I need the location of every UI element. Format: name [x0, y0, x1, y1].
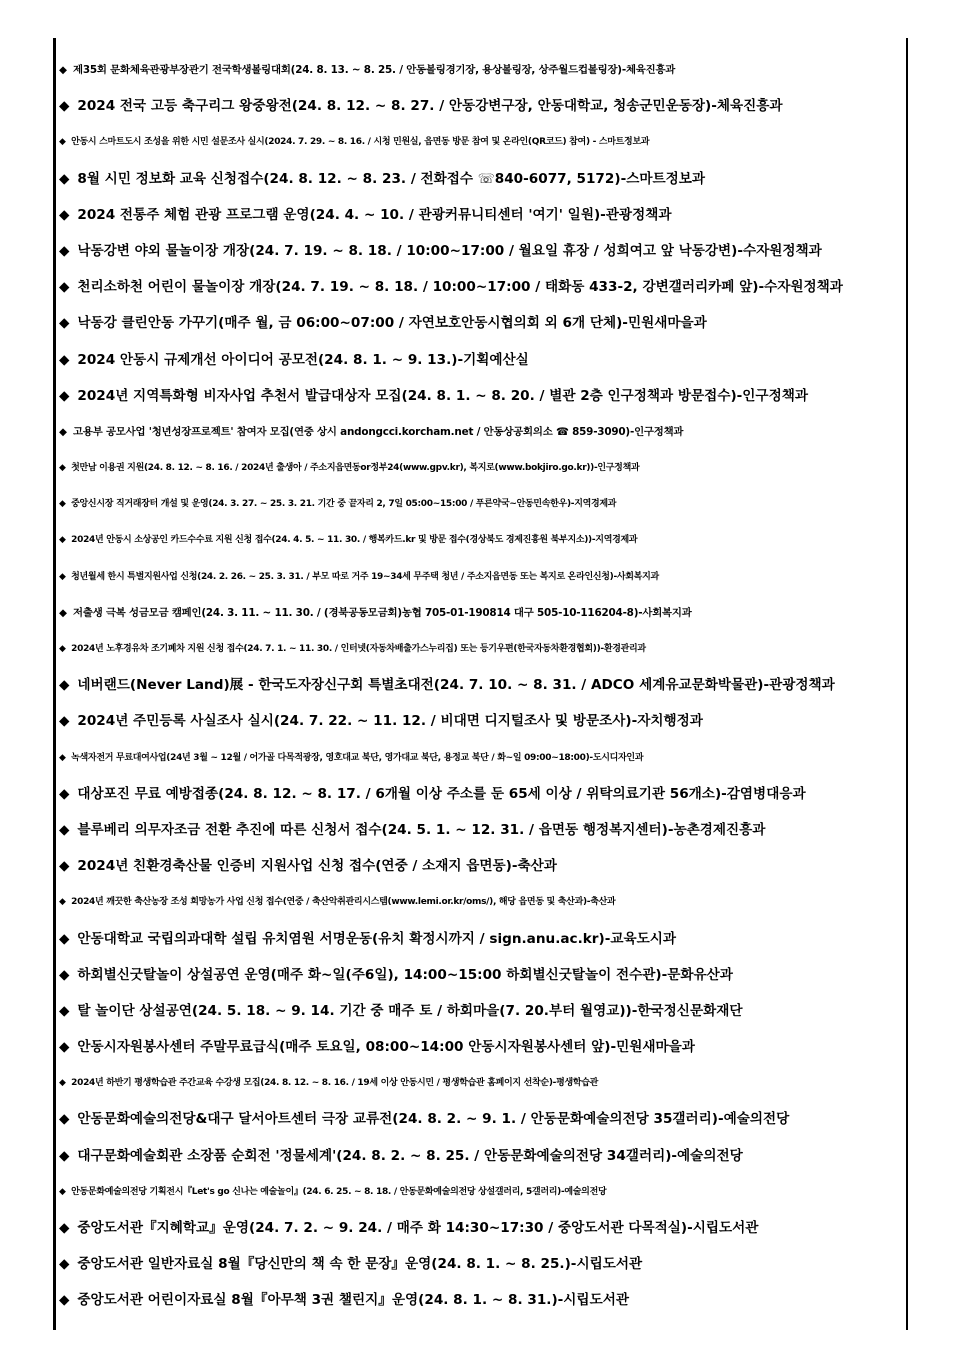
- notice-item: [59, 921, 903, 957]
- notice-text: 낙동강 클린안동 가꾸기(매주 월, 금 06:00~07:00 / 자연보호안동시협의회 외 6개 단체)-민원새마을과: [77, 315, 707, 332]
- notice-item: [59, 1246, 903, 1282]
- diamond-bullet-icon: ◆: [59, 966, 70, 983]
- diamond-bullet-icon: ◆: [59, 351, 70, 368]
- notice-text: 제35회 문화체육관광부장관기 전국학생볼링대회(24. 8. 13. ~ 8. 25. / 안동볼링경기장, 용상볼링장, 상주월드컵볼링장)-체육진흥과: [73, 64, 676, 76]
- diamond-bullet-icon: ◆: [59, 1256, 70, 1273]
- notice-item: [59, 197, 903, 233]
- diamond-bullet-icon: ◆: [59, 463, 66, 474]
- diamond-bullet-icon: ◆: [59, 897, 66, 908]
- notice-text: 녹색자전거 무료대여사업(24년 3월 ~ 12월 / 어가골 다목적광장, 영호대교 북단, 영가대교 북단, 용정교 북단 / 화~일 09:00~18:00)-도시디자인과: [71, 752, 644, 763]
- notice-text: 하회별신굿탈놀이 상설공연 운영(매주 화~일(주6일), 14:00~15:00 하회별신굿탈놀이 전수관)-문화유산과: [77, 966, 733, 983]
- diamond-bullet-icon: ◆: [59, 858, 70, 875]
- notice-item: [59, 1029, 903, 1065]
- notice-item: [59, 233, 903, 269]
- notice-item: [59, 957, 903, 993]
- notice-item: [59, 342, 903, 378]
- diamond-bullet-icon: ◆: [59, 644, 66, 654]
- document-page: [53, 38, 908, 1330]
- notice-item: [59, 450, 903, 486]
- notice-text: 안동대학교 국립의과대학 설립 유치염원 서명운동(유치 확정시까지 / sign.anu.ac.kr)-교육도시과: [77, 930, 677, 947]
- diamond-bullet-icon: ◆: [59, 315, 70, 332]
- notice-item: [59, 848, 903, 884]
- notice-item: [59, 486, 903, 522]
- diamond-bullet-icon: ◆: [59, 499, 66, 510]
- notice-text: 낙동강변 야외 물놀이장 개장(24. 7. 19. ~ 8. 18. / 10:00~17:00 / 월요일 휴장 / 성희여고 앞 낙동강변)-수자원정책과: [77, 242, 822, 259]
- diamond-bullet-icon: ◆: [59, 535, 66, 546]
- diamond-bullet-icon: ◆: [59, 1039, 70, 1056]
- notice-text: 2024 전국 고등 축구리그 왕중왕전(24. 8. 12. ~ 8. 27. / 안동강변구장, 안동대학교, 청송군민운동장)-체육진흥과: [77, 98, 783, 115]
- notice-item: [59, 559, 903, 595]
- diamond-bullet-icon: ◆: [59, 677, 70, 694]
- notice-item: [59, 414, 903, 450]
- diamond-bullet-icon: ◆: [59, 206, 70, 223]
- diamond-bullet-icon: ◆: [59, 785, 70, 802]
- notice-text: 2024년 주민등록 사실조사 실시(24. 7. 22. ~ 11. 12. / 비대면 디지털조사 및 방문조사)-자치행정과: [77, 713, 703, 730]
- diamond-bullet-icon: ◆: [59, 64, 67, 76]
- notice-text: 청년월세 한시 특별지원사업 신청(24. 2. 26. ~ 25. 3. 31. / 부모 따로 거주 19~34세 무주택 청년 / 주소지읍면동 또는 복지로 온라인신청)-사회복지과: [71, 571, 659, 582]
- notice-text: 2024 전통주 체험 관광 프로그램 운영(24. 4. ~ 10. / 관광커뮤니티센터 '여기' 일원)-관광정책과: [77, 206, 672, 223]
- notice-item: [59, 595, 903, 631]
- notice-text: 대구문화예술회관 소장품 순회전 '정물세계'(24. 8. 2. ~ 8. 25. / 안동문화예술의전당 34갤러리)-예술의전당: [77, 1147, 743, 1164]
- notice-item: [59, 269, 903, 305]
- notice-item: [59, 740, 903, 776]
- diamond-bullet-icon: ◆: [59, 279, 70, 296]
- notice-text: 블루베리 의무자조금 전환 추진에 따른 신청서 접수(24. 5. 1. ~ 12. 31. / 읍면동 행정복지센터)-농촌경제진흥과: [77, 821, 766, 838]
- notice-item: [59, 1065, 903, 1101]
- left-border-rule: [53, 38, 56, 1330]
- notice-text: 중앙도서관『지혜학교』운영(24. 7. 2. ~ 9. 24. / 매주 화 14:30~17:30 / 중앙도서관 다목적실)-시립도서관: [77, 1220, 759, 1236]
- notice-text: 첫만남 이용권 지원(24. 8. 12. ~ 8. 16. / 2024년 출생아 / 주소지읍면동or정부24(www.gpv.kr), 복지로(www.bokjiro.go.kr))-인구정책과: [71, 463, 640, 474]
- notice-item: [59, 124, 903, 160]
- diamond-bullet-icon: ◆: [59, 242, 70, 259]
- notice-list: [59, 52, 903, 1319]
- notice-item: [59, 522, 903, 558]
- notice-text: 중앙도서관 어린이자료실 8월『아무책 3권 챌린지』운영(24. 8. 1. ~ 8. 31.)-시립도서관: [77, 1292, 629, 1309]
- notice-text: 2024년 안동시 소상공인 카드수수료 지원 신청 접수(24. 4. 5. ~ 11. 30. / 행복카드.kr 및 방문 접수(경상북도 경제진흥원 북부지소))-지역경제과: [71, 535, 638, 546]
- diamond-bullet-icon: ◆: [59, 1220, 70, 1236]
- diamond-bullet-icon: ◆: [59, 1002, 70, 1019]
- notice-text: 8월 시민 정보화 교육 신청접수(24. 8. 12. ~ 8. 23. / 전화접수 ☏840-6077, 5172)-스마트정보과: [77, 170, 705, 187]
- notice-text: 고용부 공모사업 '청년성장프로젝트' 참여자 모집(연중 상시 andongcci.korcham.net / 안동상공회의소 ☎ 859-3090)-인구정책과: [73, 425, 684, 438]
- diamond-bullet-icon: ◆: [59, 1147, 70, 1164]
- diamond-bullet-icon: ◆: [59, 1292, 70, 1309]
- notice-text: 2024년 친환경축산물 인증비 지원사업 신청 접수(연중 / 소재지 읍면동)-축산과: [77, 858, 557, 875]
- notice-text: 안동시 스마트도시 조성을 위한 시민 설문조사 실시(2024. 7. 29. ~ 8. 16. / 시청 민원실, 읍면동 방문 참여 및 온라인(QR코드) 참여) - 스마트정보과: [71, 137, 650, 148]
- diamond-bullet-icon: ◆: [59, 571, 66, 582]
- diamond-bullet-icon: ◆: [59, 425, 67, 438]
- notice-item: [59, 667, 903, 703]
- notice-text: 안동시자원봉사센터 주말무료급식(매주 토요일, 08:00~14:00 안동시자원봉사센터 앞)-민원새마을과: [77, 1039, 695, 1056]
- notice-text: 탈 놀이단 상설공연(24. 5. 18. ~ 9. 14. 기간 중 매주 토 / 하회마을(7. 20.부터 월영교))-한국정신문화재단: [77, 1002, 743, 1019]
- notice-text: 중앙도서관 일반자료실 8월『당신만의 책 속 한 문장』운영(24. 8. 1. ~ 8. 25.)-시립도서관: [77, 1256, 643, 1273]
- notice-item: [59, 305, 903, 341]
- notice-item: [59, 1282, 903, 1318]
- diamond-bullet-icon: ◆: [59, 1078, 66, 1089]
- notice-item: [59, 1101, 903, 1137]
- diamond-bullet-icon: ◆: [59, 713, 70, 730]
- notice-item: [59, 161, 903, 197]
- diamond-bullet-icon: ◆: [59, 98, 70, 115]
- right-border-rule: [906, 38, 908, 1330]
- diamond-bullet-icon: ◆: [59, 821, 70, 838]
- notice-text: 2024년 지역특화형 비자사업 추천서 발급대상자 모집(24. 8. 1. ~ 8. 20. / 별관 2층 인구정책과 방문접수)-인구정책과: [77, 387, 808, 404]
- notice-item: [59, 631, 903, 667]
- diamond-bullet-icon: ◆: [59, 930, 70, 947]
- diamond-bullet-icon: ◆: [59, 1111, 70, 1128]
- notice-item: [59, 1174, 903, 1210]
- notice-text: 네버랜드(Never Land)展 - 한국도자장신구회 특별초대전(24. 7. 10. ~ 8. 31. / ADCO 세계유교문화박물관)-관광정책과: [77, 677, 835, 694]
- notice-text: 중앙신시장 직거래장터 개설 및 운영(24. 3. 27. ~ 25. 3. 21. 기간 중 끝자리 2, 7일 05:00~15:00 / 푸른약국~안동민속한우)-지역경제과: [71, 499, 617, 510]
- diamond-bullet-icon: ◆: [59, 606, 67, 619]
- diamond-bullet-icon: ◆: [59, 1186, 66, 1197]
- notice-text: 2024년 깨끗한 축산농장 조성 희망농가 사업 신청 접수(연중 / 축산악취관리시스템(www.lemi.or.kr/oms/), 해당 읍면동 및 축산과)-축산과: [71, 897, 616, 908]
- notice-item: [59, 1138, 903, 1174]
- notice-text: 대상포진 무료 예방접종(24. 8. 12. ~ 8. 17. / 6개월 이상 주소를 둔 65세 이상 / 위탁의료기관 56개소)-감염병대응과: [77, 785, 806, 802]
- diamond-bullet-icon: ◆: [59, 752, 66, 763]
- notice-text: 천리소하천 어린이 물놀이장 개장(24. 7. 19. ~ 8. 18. / 10:00~17:00 / 태화동 433-2, 강변갤러리카페 앞)-수자원정책과: [77, 279, 843, 296]
- notice-item: [59, 88, 903, 124]
- notice-item: [59, 52, 903, 88]
- notice-text: 2024 안동시 규제개선 아이디어 공모전(24. 8. 1. ~ 9. 13.)-기획예산실: [77, 351, 529, 368]
- notice-text: 안동문화예술의전당 기획전시『Let's go 신나는 예술놀이』(24. 6. 25. ~ 8. 18. / 안동문화예술의전당 상설갤러리, 5갤러리)-예술의전당: [71, 1186, 607, 1197]
- diamond-bullet-icon: ◆: [59, 137, 66, 148]
- notice-item: [59, 884, 903, 920]
- notice-item: [59, 1210, 903, 1246]
- notice-text: 저출생 극복 성금모금 캠페인(24. 3. 11. ~ 11. 30. / (경북공동모금회)농협 705-01-190814 대구 505-10-116204-8)-사회복지과: [73, 606, 692, 619]
- diamond-bullet-icon: ◆: [59, 387, 70, 404]
- notice-item: [59, 776, 903, 812]
- notice-item: [59, 812, 903, 848]
- notice-item: [59, 993, 903, 1029]
- notice-text: 안동문화예술의전당&대구 달서아트센터 극장 교류전(24. 8. 2. ~ 9. 1. / 안동문화예술의전당 35갤러리)-예술의전당: [77, 1111, 790, 1128]
- notice-text: 2024년 노후경유차 조기폐차 지원 신청 접수(24. 7. 1. ~ 11. 30. / 인터넷(자동차배출가스누리집) 또는 등기우편(한국자동차환경협회))-환경관리과: [71, 644, 646, 654]
- notice-item: [59, 378, 903, 414]
- notice-text: 2024년 하반기 평생학습관 주간교육 수강생 모집(24. 8. 12. ~ 8. 16. / 19세 이상 안동시민 / 평생학습관 홈페이지 선착순)-평생학습관: [71, 1078, 599, 1089]
- diamond-bullet-icon: ◆: [59, 170, 70, 187]
- notice-item: [59, 703, 903, 739]
